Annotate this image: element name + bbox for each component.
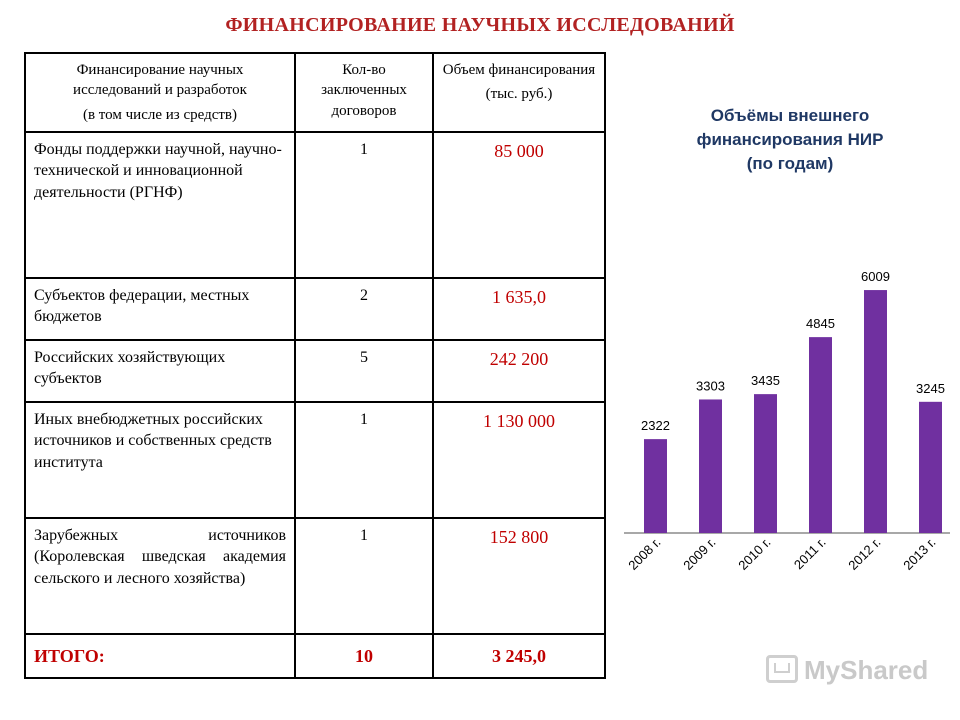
data-label: 2322 bbox=[641, 418, 670, 434]
data-label: 4845 bbox=[806, 316, 835, 332]
funding-table bbox=[24, 52, 606, 679]
bar bbox=[699, 399, 722, 533]
header-amount-unit: (тыс. руб.) bbox=[485, 86, 553, 103]
row-amount: 1 130 000 bbox=[433, 402, 605, 518]
row-source: Российских хозяйствующих субъектов bbox=[25, 340, 295, 402]
header-source bbox=[25, 53, 295, 132]
row-amount: 242 200 bbox=[433, 340, 605, 402]
table-row bbox=[25, 278, 605, 340]
header-contracts-text: Кол-во заключенных договоров bbox=[321, 62, 407, 119]
header-amount bbox=[433, 53, 605, 132]
row-amount: 85 000 bbox=[433, 132, 605, 278]
row-amount: 1 635,0 bbox=[433, 278, 605, 340]
tick-label: 2009 г. bbox=[680, 534, 719, 573]
table-row bbox=[25, 518, 605, 634]
bar bbox=[644, 439, 667, 533]
data-label: 6009 bbox=[861, 269, 890, 285]
data-label: 3245 bbox=[916, 380, 945, 396]
watermark-logo bbox=[766, 655, 928, 686]
presentation-icon bbox=[766, 655, 798, 683]
row-source: Фонды поддержки научной, научно-технической и инновационной деятельности (РГНФ) bbox=[25, 132, 295, 278]
header-source-text: Финансирование научных исследований и разработок bbox=[73, 62, 247, 99]
bar bbox=[809, 337, 832, 533]
total-row bbox=[25, 634, 605, 678]
bar bbox=[754, 394, 777, 533]
row-source: Зарубежных источников (Королевская шведская академия сельского и лесного хозяйства) bbox=[25, 518, 295, 634]
row-contracts: 1 bbox=[295, 132, 433, 278]
chart-title-line: (по годам) bbox=[746, 153, 834, 173]
row-amount: 152 800 bbox=[433, 518, 605, 634]
table-row bbox=[25, 340, 605, 402]
tick-label: 2013 г. bbox=[900, 534, 939, 573]
tick-label: 2012 г. bbox=[845, 534, 884, 573]
data-label: 3435 bbox=[751, 373, 780, 389]
total-contracts: 10 bbox=[295, 634, 433, 678]
header-source-note: (в том числе из средств) bbox=[82, 106, 237, 123]
watermark-text: MyShared bbox=[804, 655, 929, 685]
tick-label: 2010 г. bbox=[735, 534, 774, 573]
table-header-row bbox=[25, 53, 605, 132]
row-contracts: 2 bbox=[295, 278, 433, 340]
bar bbox=[864, 290, 887, 533]
chart-title-line: Объёмы внешнего bbox=[710, 106, 870, 125]
header-amount-text: Объем финансирования bbox=[442, 62, 596, 78]
page-title: ФИНАНСИРОВАНИЕ НАУЧНЫХ ИССЛЕДОВАНИЙ bbox=[225, 14, 735, 36]
chart-title bbox=[640, 104, 940, 175]
row-source: Иных внебюджетных российских источников и собственных средств института bbox=[25, 402, 295, 518]
bar bbox=[919, 402, 942, 533]
header-contracts bbox=[295, 53, 433, 132]
bar-chart bbox=[600, 250, 950, 610]
table-row bbox=[25, 402, 605, 518]
table-row bbox=[25, 132, 605, 278]
total-label: ИТОГО: bbox=[25, 634, 295, 678]
data-label: 3303 bbox=[696, 378, 725, 394]
tick-label: 2008 г. bbox=[625, 534, 664, 573]
chart-title-line: финансирования НИР bbox=[696, 129, 884, 149]
row-source: Субъектов федерации, местных бюджетов bbox=[25, 278, 295, 340]
row-contracts: 1 bbox=[295, 402, 433, 518]
row-contracts: 5 bbox=[295, 340, 433, 402]
tick-label: 2011 г. bbox=[790, 534, 829, 573]
row-contracts: 1 bbox=[295, 518, 433, 634]
total-amount: 3 245,0 bbox=[433, 634, 605, 678]
